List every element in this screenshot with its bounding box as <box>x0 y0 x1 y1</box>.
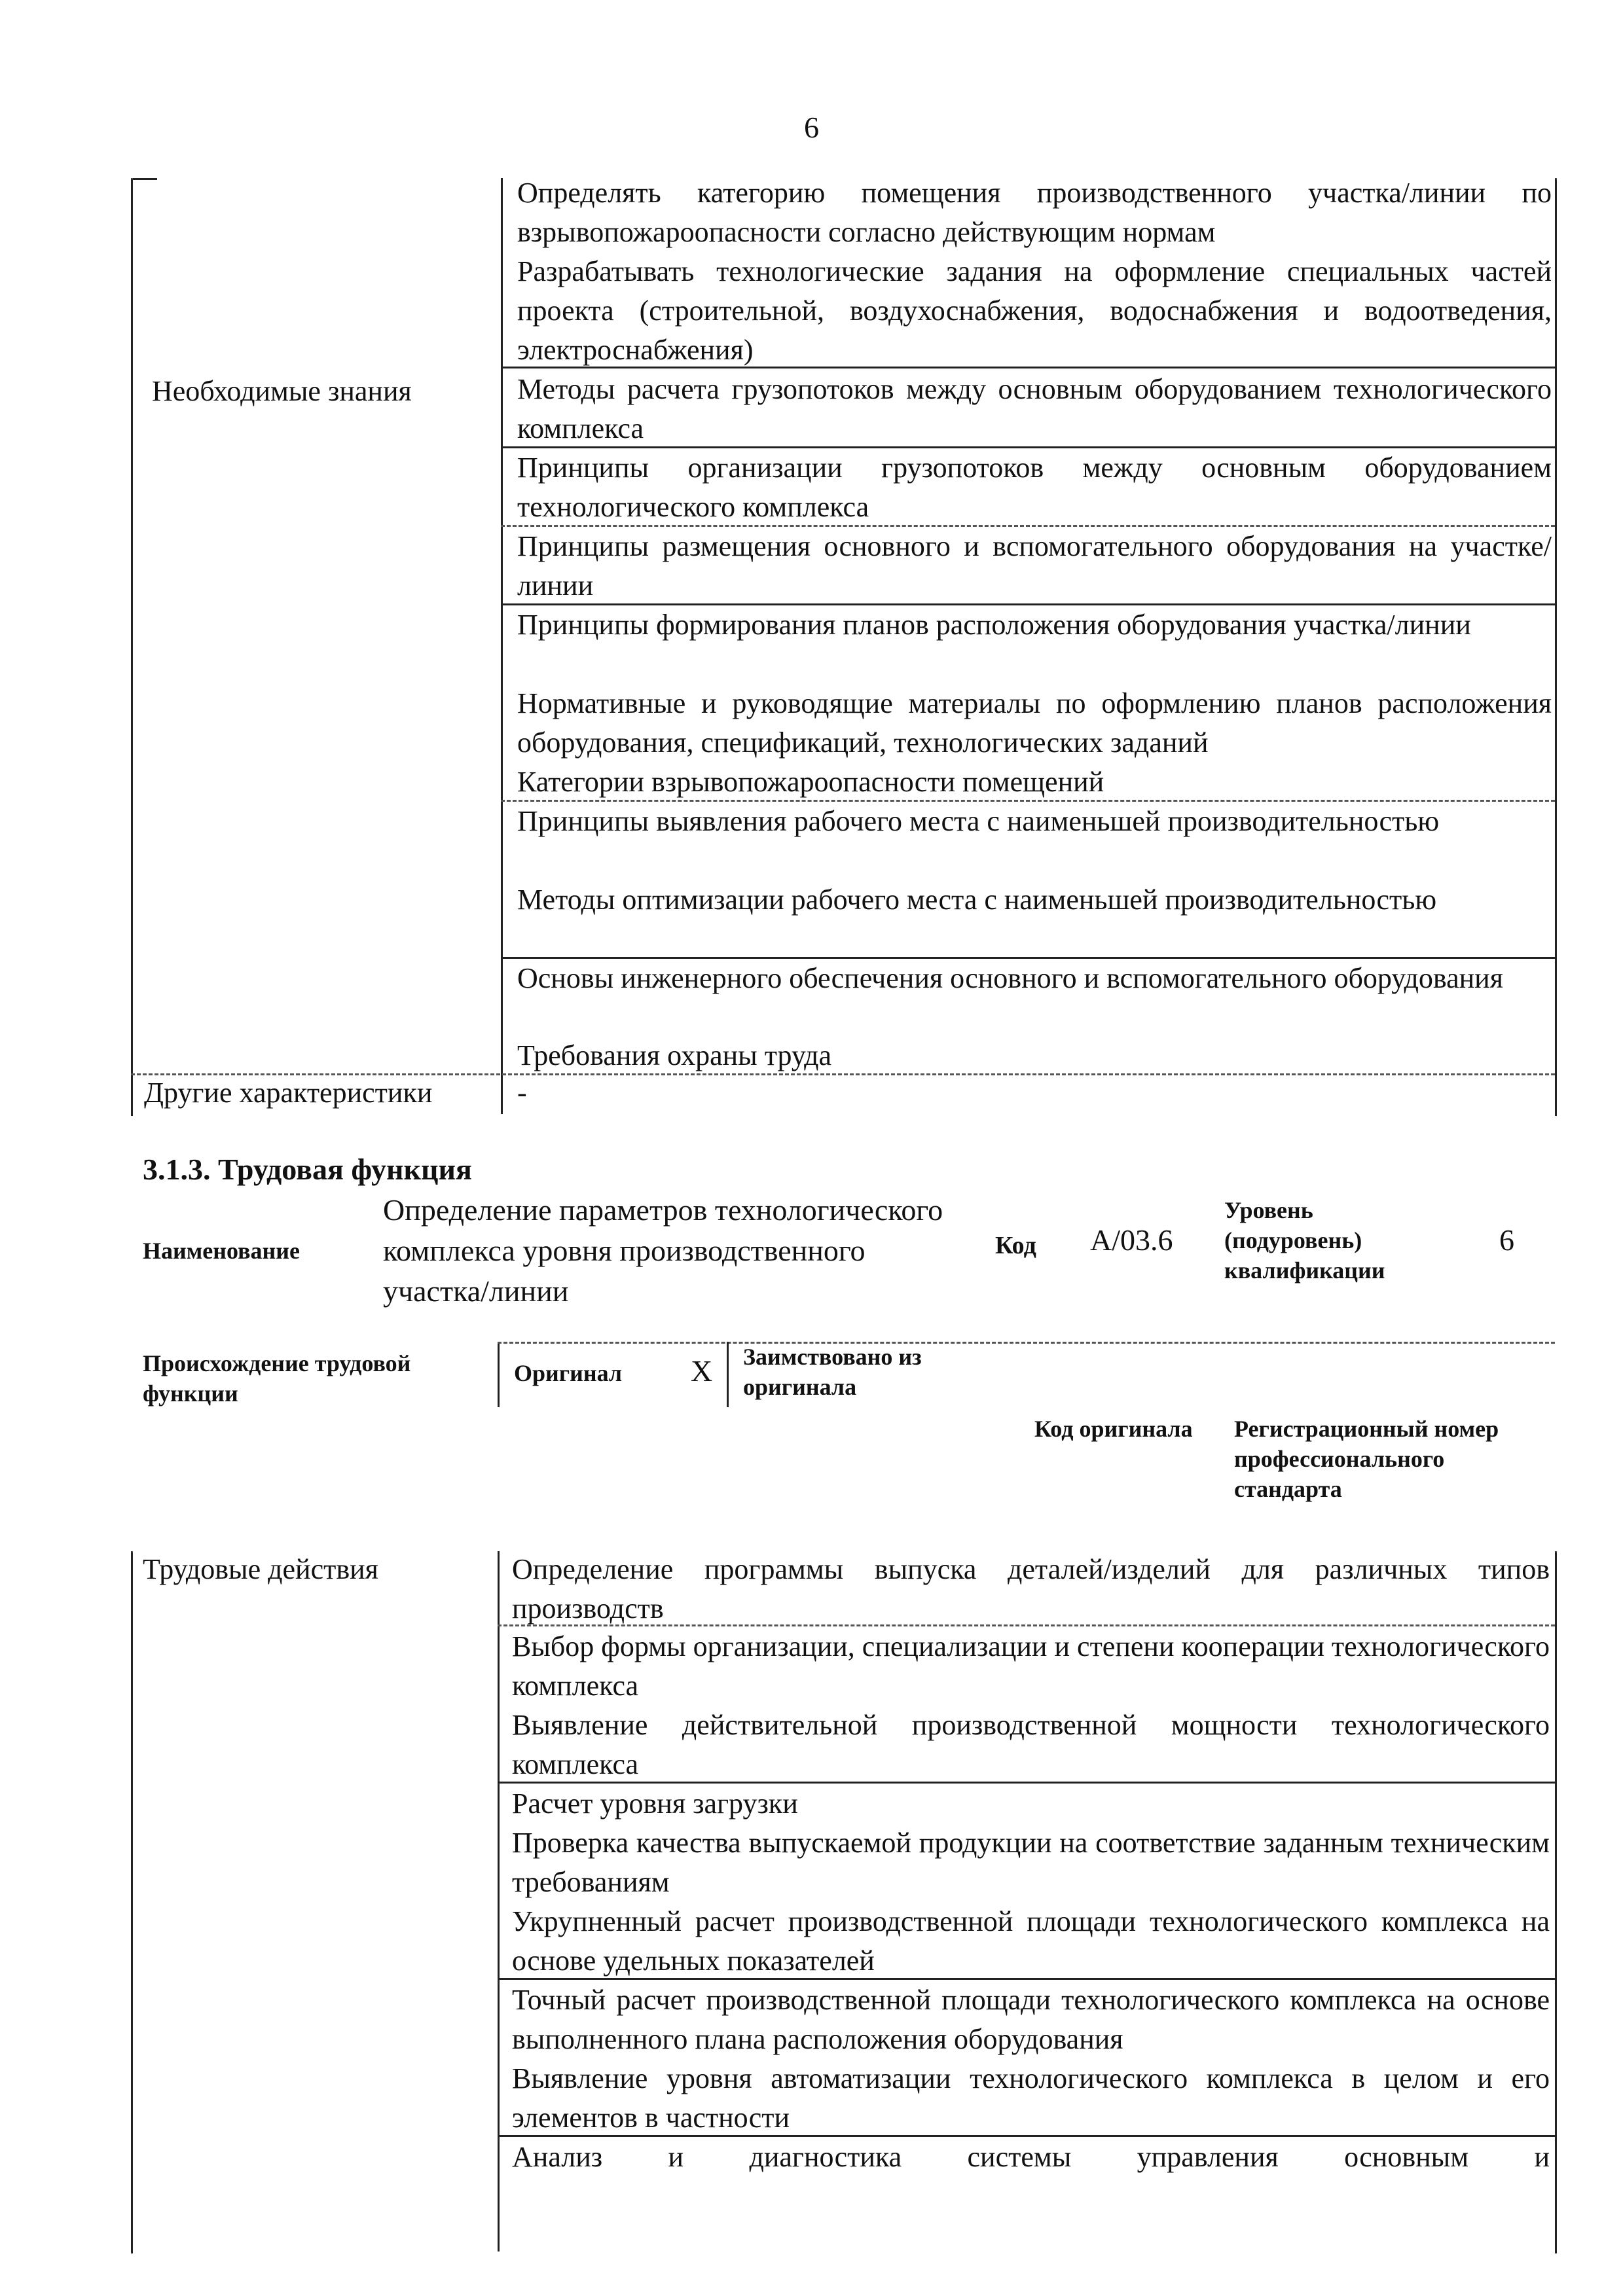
actions-table-right-border <box>1555 1551 1557 2253</box>
origin-label: Происхождение трудовой функции <box>143 1350 411 1407</box>
row-divider <box>501 367 1555 368</box>
code-label: Код <box>995 1232 1036 1259</box>
actions-table-divider <box>498 1551 500 2251</box>
action-item: Расчет уровня загрузки <box>512 1787 798 1820</box>
table-top-left-tick <box>131 178 157 180</box>
action-item: Выявление действительной производственной мощности технологического комплекса <box>512 1709 1550 1780</box>
level-label: Уровень (подуровень) квалификации <box>1224 1197 1385 1283</box>
origin-box-left <box>498 1342 500 1407</box>
knowledge-item: Принципы организации грузопотоков между основным оборудованием технологического комплекса <box>517 452 1552 523</box>
origin-box-divider <box>727 1342 729 1407</box>
action-item: Выявление уровня автоматизации технологического комплекса в целом и его элементов в частности <box>512 2062 1550 2134</box>
knowledge-item: Нормативные и руководящие материалы по оформлению планов расположения оборудования, спецификаций, технологических заданий <box>517 687 1552 759</box>
reg-number-label: Регистрационный номер профессионального стандарта <box>1234 1416 1499 1502</box>
action-item: Анализ и диагностика системы управления основным и <box>512 2141 1550 2173</box>
knowledge-table-left-border <box>131 178 133 1116</box>
knowledge-item: Определять категорию помещения производственного участка/линии по взрывопожароопасности согласно действующим нормам <box>517 177 1552 248</box>
row-divider <box>498 2135 1555 2137</box>
level-value: 6 <box>1499 1223 1514 1257</box>
actions-label: Трудовые действия <box>143 1553 378 1585</box>
knowledge-label: Необходимые знания <box>152 375 412 407</box>
row-divider <box>498 1782 1555 1784</box>
action-item: Выбор формы организации, специализации и степени кооперации технологического комплекса <box>512 1630 1550 1702</box>
origin-mark: Х <box>691 1354 713 1388</box>
knowledge-item: Разрабатывать технологические задания на оформление специальных частей проекта (строительной, воздухоснабжения, водоснабжения и водоотведения, электроснабжения) <box>517 255 1552 366</box>
knowledge-table-right-border <box>1555 178 1557 1116</box>
name-label: Наименование <box>143 1238 300 1264</box>
action-item: Укрупненный расчет производственной площади технологического комплекса на основе удельных показателей <box>512 1905 1550 1977</box>
row-divider <box>498 1624 1555 1626</box>
knowledge-item: Принципы выявления рабочего места с наименьшей производительностью <box>517 805 1440 837</box>
code-value: А/03.6 <box>1090 1223 1173 1257</box>
knowledge-item: Принципы размещения основного и вспомогательного оборудования на участке/линии <box>517 530 1552 601</box>
knowledge-item: Методы расчета грузопотоков между основным оборудованием технологического комплекса <box>517 373 1552 444</box>
knowledge-item: Методы оптимизации рабочего места с наименьшей производительностью <box>517 884 1437 916</box>
origin-original: Оригинал <box>514 1360 623 1386</box>
knowledge-item: Основы инженерного обеспечения основного и вспомогательного оборудования <box>517 962 1503 994</box>
page-number: 6 <box>804 111 819 144</box>
knowledge-table-divider <box>501 178 503 1114</box>
action-item: Определение программы выпуска деталей/изделий для различных типов производств <box>512 1553 1550 1624</box>
other-label: Другие характеристики <box>144 1077 433 1109</box>
knowledge-item: Требования охраны труда <box>517 1039 832 1071</box>
other-value: - <box>517 1077 527 1109</box>
code-original-label: Код оригинала <box>1034 1416 1193 1442</box>
action-item: Точный расчет производственной площади технологического комплекса на основе выполненного плана расположения оборудования <box>512 1984 1550 2055</box>
row-divider <box>498 1978 1555 1980</box>
section-title: 3.1.3. Трудовая функция <box>143 1153 472 1186</box>
actions-table-left-border <box>131 1551 133 2253</box>
knowledge-item: Принципы формирования планов расположения оборудования участка/линии <box>517 609 1471 641</box>
action-item: Проверка качества выпускаемой продукции на соответствие заданным техническим требованиям <box>512 1827 1550 1898</box>
origin-box-top <box>498 1342 1555 1344</box>
origin-borrowed: Заимствовано из оригинала <box>743 1344 922 1400</box>
function-name: Определение параметров технологического комплекса уровня производственного участка/линии <box>383 1193 943 1308</box>
knowledge-item: Категории взрывопожароопасности помещений <box>517 766 1104 798</box>
